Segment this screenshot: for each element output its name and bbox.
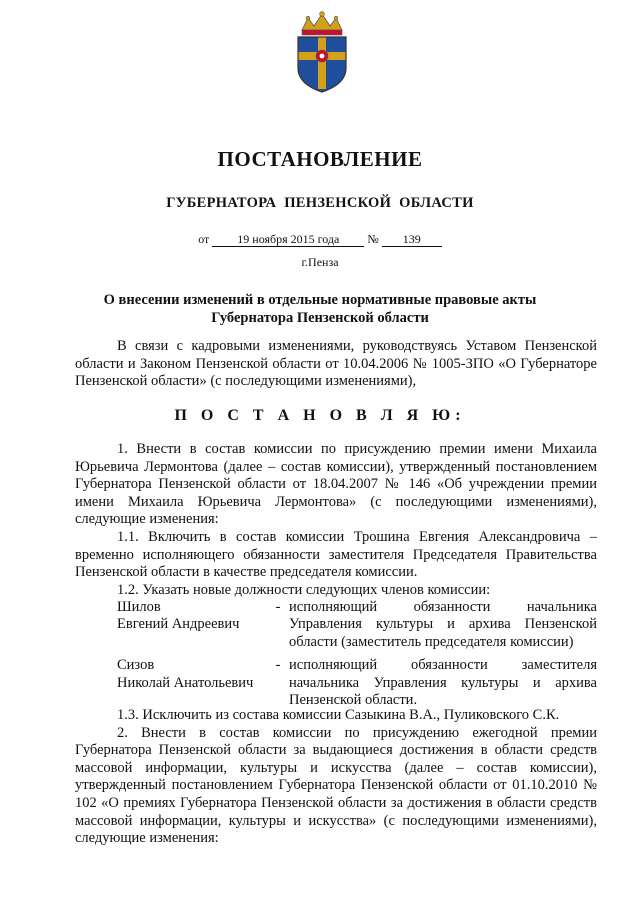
member-row	[117, 657, 597, 709]
member-dash: -	[275, 657, 281, 674]
document-title: ПОСТАНОВЛЕНИЕ	[217, 147, 423, 171]
date-prefix: от	[198, 232, 210, 246]
document-issuer: ГУБЕРНАТОРА ПЕНЗЕНСКОЙ ОБЛАСТИ	[166, 195, 474, 211]
heading-line-1: О внесении изменений в отдельные нормативные правовые акты	[103, 292, 537, 308]
paragraph-1-3: 1.3. Исключить из состава комиссии Сазыкина В.А., Пуликовского С.К.	[117, 707, 560, 723]
body-block-2	[75, 707, 597, 848]
number-prefix: №	[367, 232, 379, 246]
member-given-name: Николай Анатольевич	[117, 674, 254, 691]
member-surname: Сизов	[117, 657, 155, 674]
member-surname: Шилов	[117, 599, 161, 615]
paragraph-1-2: 1.2. Указать новые должности следующих членов комиссии:	[117, 581, 491, 598]
document-number: 139	[382, 233, 442, 247]
paragraph-1: 1. Внести в состав комиссии по присуждению премии имени Михаила Юрьевича Лермонтова (далее – состав комиссии), утвержденный постановлением Губернатора Пензенской области от 18.04.2007 № 146 «Об учреждении премии имени Михаила Юрьевича Лермонтова» (с последующими изменениями), следующие изменения:	[75, 441, 597, 528]
heading-line-2: Губернатора Пензенской области	[211, 310, 429, 326]
paragraph-2: 2. Внести в состав комиссии по присуждению ежегодной премии Губернатора Пензенской области за выдающиеся достижения в области средств массовой информации, культуры и искусства (далее – состав комиссии), утвержденный постановлением Губернатора Пензенской области от 01.10.2010 № 102 «О премиях Губернатора Пензенской области за достижения в области средств массовой информации, культуры и искусства» (с последующими изменениями), следующие изменения:	[75, 724, 597, 847]
member-name	[117, 599, 267, 651]
coat-of-arms-icon	[292, 10, 352, 94]
member-position: исполняющий обязанности заместителя начальника Управления культуры и архива Пензенской области.	[289, 657, 597, 709]
member-row	[117, 599, 597, 651]
body-block-1	[75, 441, 597, 599]
member-dash: -	[275, 599, 281, 615]
member-given-name: Евгений Андреевич	[117, 616, 240, 633]
intro-block	[75, 338, 597, 391]
decree-word: П О С Т А Н О В Л Я Ю:	[174, 407, 466, 424]
member-position: исполняющий обязанности начальника Управления культуры и архива Пензенской области (заместитель председателя комиссии)	[289, 599, 597, 650]
document-date: 19 ноября 2015 года	[212, 233, 364, 247]
intro-paragraph: В связи с кадровыми изменениями, руководствуясь Уставом Пензенской области и Законом Пензенской области от 10.04.2006 № 1005-ЗПО «О Губернаторе Пензенской области» (с последующими изменениями),	[75, 338, 597, 390]
date-number-line	[0, 232, 640, 247]
member-name	[117, 657, 267, 709]
document-heading	[90, 291, 550, 327]
members-list	[117, 599, 597, 715]
paragraph-1-1: 1.1. Включить в состав комиссии Трошина Евгения Александровича – временно исполняющего обязанности заместителя Председателя Правительства Пензенской области в качестве председателя комиссии.	[75, 528, 597, 581]
document-city: г.Пенза	[301, 255, 339, 269]
